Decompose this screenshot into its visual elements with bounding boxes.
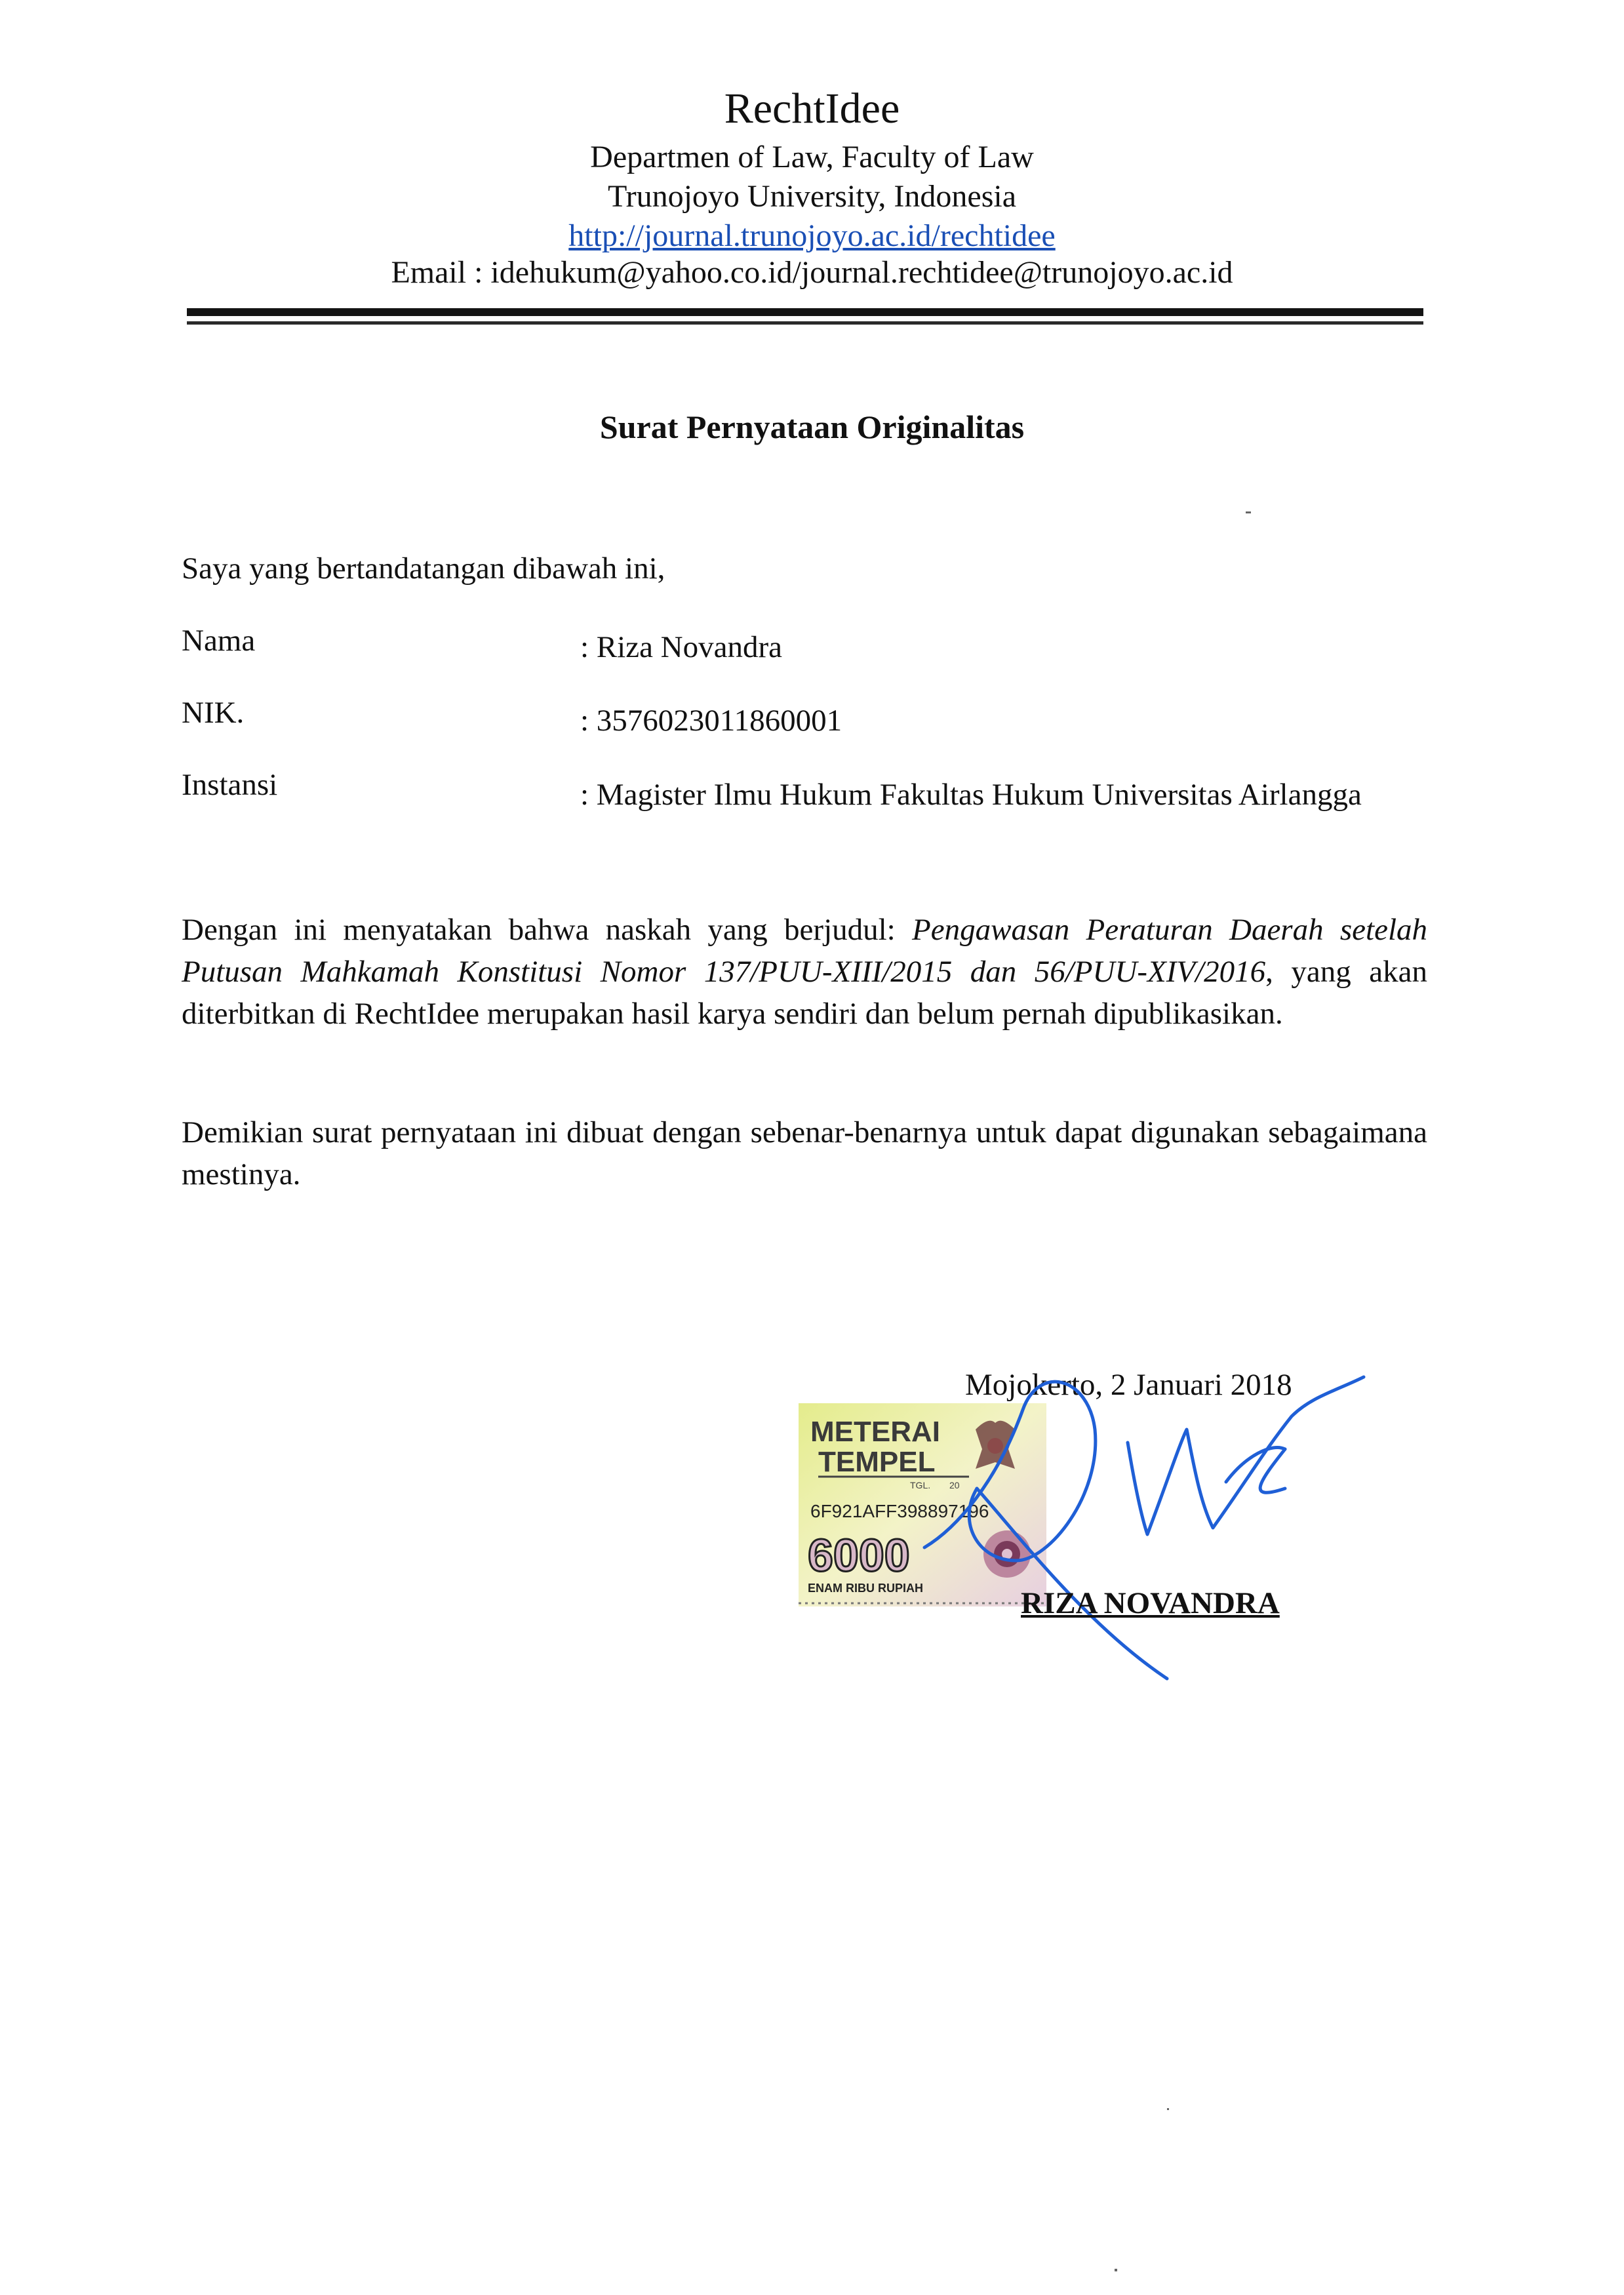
stamp-value-words: ENAM RIBU RUPIAH bbox=[808, 1582, 924, 1595]
field-value-instansi: : Magister Ilmu Hukum Fakultas Hukum Universitas Airlangga bbox=[580, 778, 1362, 812]
intro-text: Saya yang bertandatangan dibawah ini, bbox=[182, 551, 665, 586]
article-title: Pengawasan Peraturan Daerah setelah Putusan Mahkamah Konstitusi Nomor 137/PUU-XIII/2015 dan 56/PUU-XIV/2016 bbox=[182, 913, 1428, 989]
stamp-serial: 6F921AFF398897196 bbox=[810, 1501, 989, 1521]
statement-tail: , yang akan diterbitkan di RechtIdee merupakan hasil karya sendiri dan belum pernah dipublikasikan. bbox=[182, 955, 1427, 1031]
header-divider-thick bbox=[187, 308, 1423, 316]
journal-name: RechtIdee bbox=[724, 85, 900, 132]
place-date: Mojokerto, 2 Januari 2018 bbox=[965, 1368, 1292, 1402]
university-line: Trunojoyo University, Indonesia bbox=[607, 179, 1017, 214]
field-label-instansi: Instansi bbox=[182, 768, 278, 802]
scan-speck bbox=[1246, 511, 1251, 513]
email-line: Email : idehukum@yahoo.co.id/journal.rechtidee@trunojoyo.ac.id bbox=[391, 255, 1233, 290]
statement-paragraph bbox=[182, 909, 1427, 1035]
stamp-value: 6000 bbox=[808, 1530, 910, 1581]
handwritten-signature bbox=[918, 1351, 1377, 1692]
stamp-line2: TEMPEL bbox=[818, 1446, 936, 1478]
scan-speck bbox=[1167, 2108, 1169, 2110]
journal-url-link[interactable]: http://journal.trunojoyo.ac.id/rechtidee bbox=[568, 218, 1056, 253]
header-divider-thin bbox=[187, 321, 1423, 325]
signer-name: RIZA NOVANDRA bbox=[1021, 1586, 1280, 1620]
field-value-nama: : Riza Novandra bbox=[580, 630, 783, 664]
field-label-nama: Nama bbox=[182, 624, 256, 658]
field-value-nik: : 3576023011860001 bbox=[580, 704, 842, 738]
stamp-year: 20 bbox=[949, 1480, 960, 1490]
document-title: Surat Pernyataan Originalitas bbox=[599, 409, 1025, 445]
department-line: Departmen of Law, Faculty of Law bbox=[590, 140, 1034, 174]
field-label-nik: NIK. bbox=[182, 696, 245, 730]
scan-speck bbox=[1115, 2269, 1117, 2271]
stamp-line1: METERAI bbox=[810, 1416, 940, 1448]
closing-paragraph: Demikian surat pernyataan ini dibuat dengan sebenar-benarnya untuk dapat digunakan sebagaimana mestinya. bbox=[182, 1115, 1427, 1191]
statement-lead: Dengan ini menyatakan bahwa naskah yang berjudul: bbox=[182, 913, 913, 947]
stamp-tgl: TGL. bbox=[910, 1480, 931, 1490]
